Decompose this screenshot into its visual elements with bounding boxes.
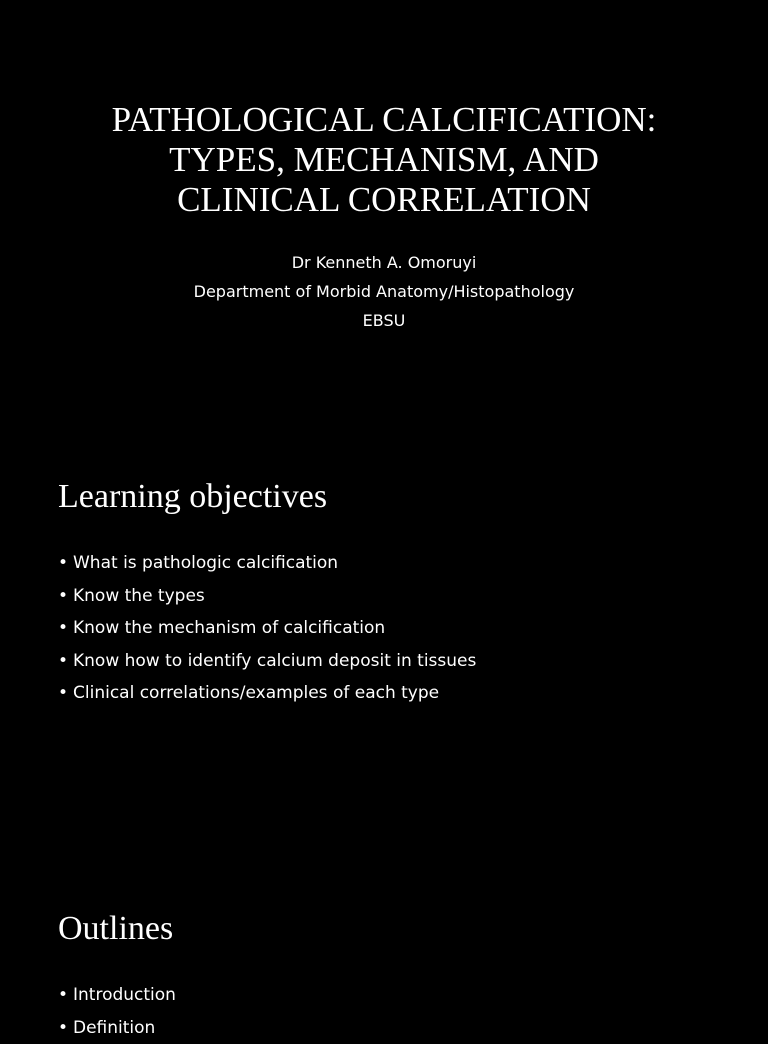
- bullet-icon: •: [58, 612, 68, 645]
- list-item: [58, 1012, 176, 1044]
- title-line-2: TYPES, MECHANISM, AND: [0, 140, 768, 180]
- list-item: [58, 612, 476, 645]
- presentation-title: [0, 100, 768, 220]
- list-item-text: Know the mechanism of calcification: [73, 618, 385, 638]
- author-department: Department of Morbid Anatomy/Histopathology: [0, 277, 768, 306]
- objectives-heading: Learning objectives: [58, 477, 327, 517]
- outlines-slide: [0, 864, 768, 1024]
- outlines-heading: Outlines: [58, 909, 173, 949]
- objectives-list: [58, 547, 476, 710]
- author-name: Dr Kenneth A. Omoruyi: [0, 248, 768, 277]
- bullet-icon: •: [58, 645, 68, 678]
- author-info: [0, 248, 768, 335]
- list-item-text: What is pathologic calcification: [73, 553, 338, 573]
- list-item-text: Introduction: [73, 985, 176, 1005]
- bullet-icon: •: [58, 580, 68, 613]
- list-item-text: Clinical correlations/examples of each type: [73, 683, 439, 703]
- list-item: [58, 979, 176, 1012]
- bullet-icon: •: [58, 547, 68, 580]
- list-item-text: Know the types: [73, 586, 205, 606]
- title-line-3: CLINICAL CORRELATION: [0, 180, 768, 220]
- list-item: [58, 677, 476, 710]
- author-institution: EBSU: [0, 306, 768, 335]
- outlines-list: [58, 979, 176, 1044]
- bullet-icon: •: [58, 677, 68, 710]
- bullet-icon: •: [58, 979, 68, 1012]
- title-line-1: PATHOLOGICAL CALCIFICATION:: [0, 100, 768, 140]
- list-item: [58, 580, 476, 613]
- list-item: [58, 645, 476, 678]
- list-item-text: Know how to identify calcium deposit in tissues: [73, 651, 476, 671]
- objectives-slide: [0, 432, 768, 864]
- bullet-icon: •: [58, 1012, 68, 1044]
- list-item-text: Definition: [73, 1018, 155, 1038]
- list-item: [58, 547, 476, 580]
- title-slide: [0, 0, 768, 432]
